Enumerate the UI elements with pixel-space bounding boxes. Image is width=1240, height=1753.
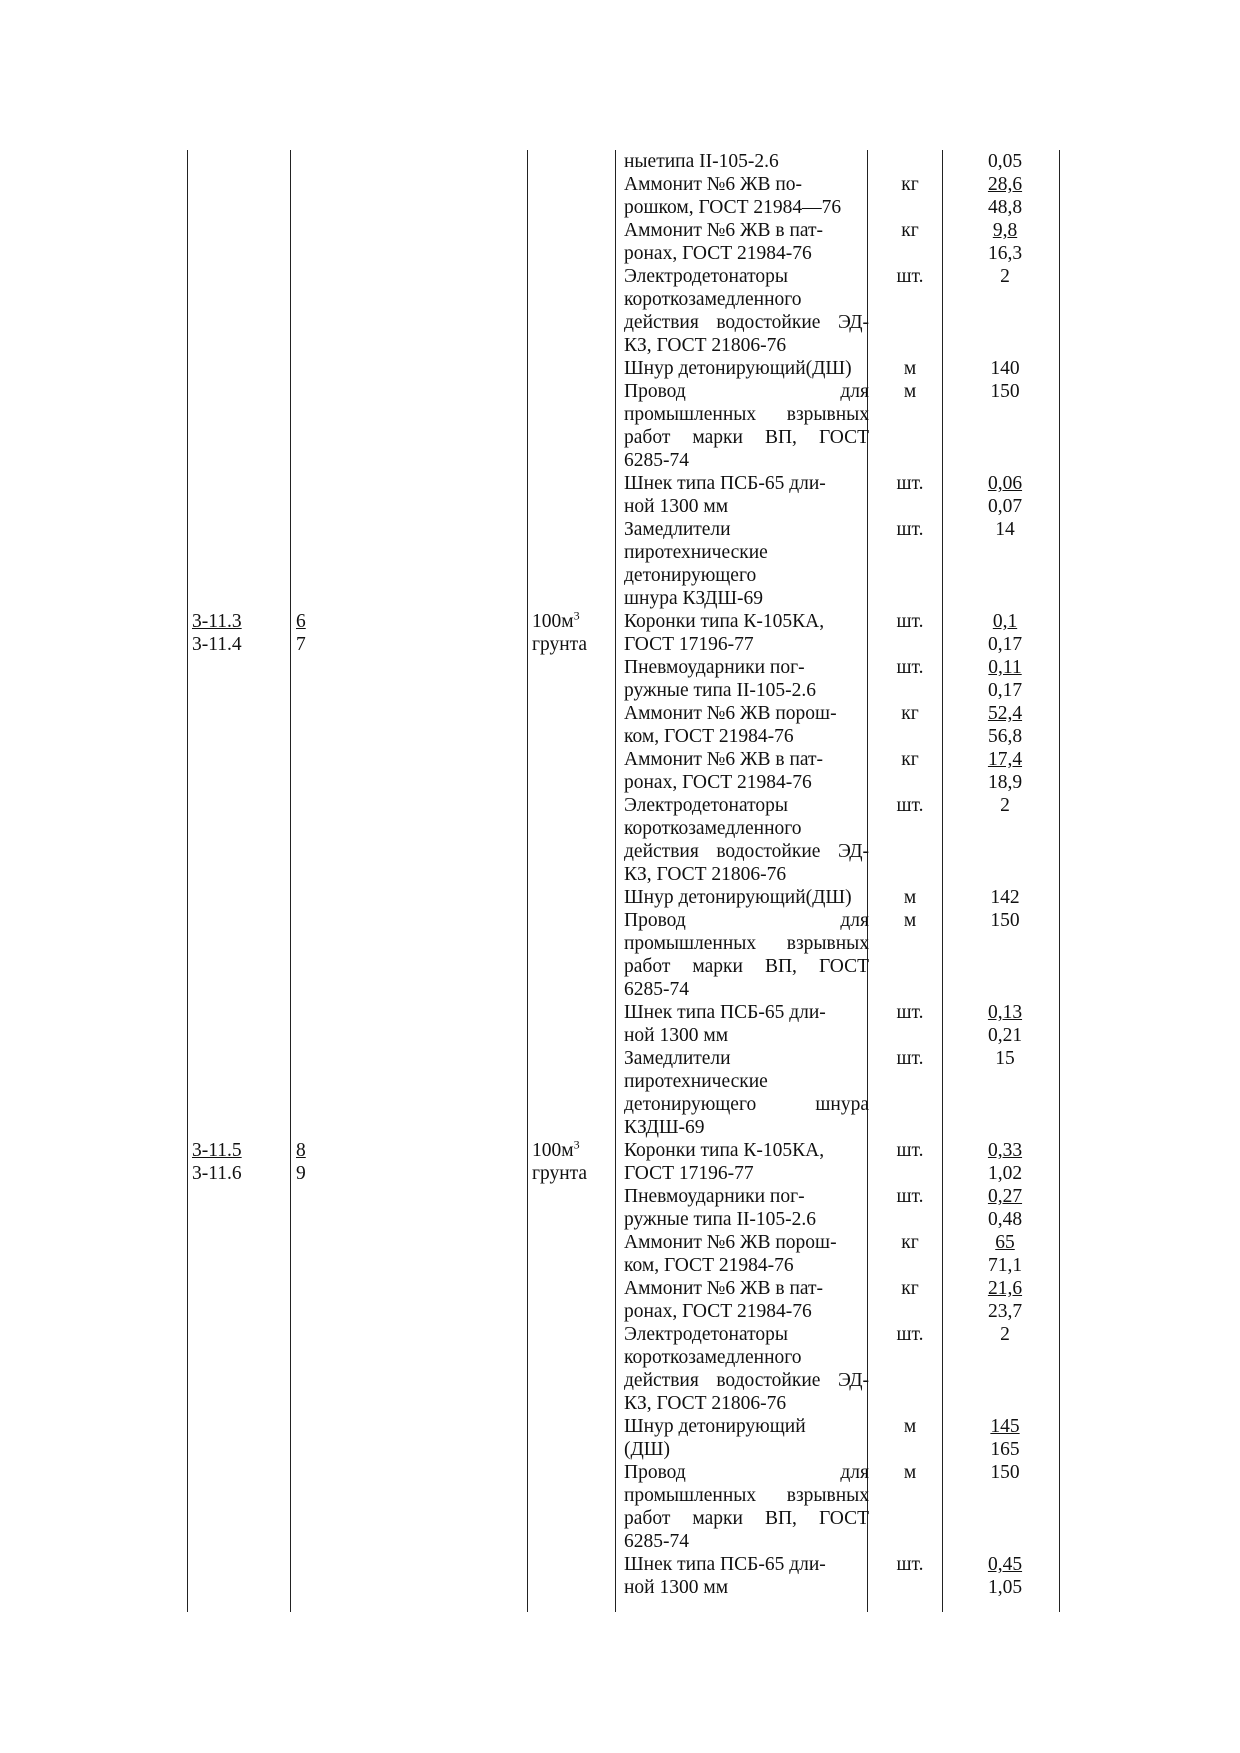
column-divider-2 — [527, 150, 528, 1612]
material-name-line: 6285-74 — [624, 1531, 689, 1552]
material-name — [624, 1277, 869, 1323]
material-name-line: ной 1300 мм — [624, 1025, 729, 1046]
material-name-line: Электродетонаторы — [624, 795, 788, 816]
material-name — [624, 886, 869, 909]
unit-of-measure: кг — [901, 703, 919, 724]
row-number: 9 — [296, 1163, 306, 1184]
material-name — [624, 1415, 869, 1461]
measure-superscript: 3 — [573, 1137, 580, 1152]
material-name-line: работ марки ВП, ГОСТ — [624, 427, 869, 448]
material-name-line: Замедлители — [624, 519, 731, 540]
norm-value — [950, 633, 1060, 656]
material-name — [624, 702, 869, 748]
norm-value-text: 0,07 — [987, 496, 1023, 517]
norm-value — [950, 1277, 1060, 1300]
material-name — [624, 1323, 869, 1415]
row-number: 6 — [296, 611, 306, 632]
norm-value — [950, 518, 1060, 541]
material-name-line: Аммонит №6 ЖВ в пат- — [624, 220, 824, 241]
norm-value — [950, 1438, 1060, 1461]
material-name-line: действия водостойкие ЭД- — [624, 312, 869, 333]
unit-of-measure: шт. — [896, 1554, 924, 1575]
material-name-line: ронах, ГОСТ 21984-76 — [624, 243, 812, 264]
norm-value — [950, 1185, 1060, 1208]
unit-of-measure: м — [903, 887, 917, 908]
norm-value-text: 165 — [990, 1439, 1020, 1460]
material-name — [624, 1185, 869, 1231]
material-name — [624, 265, 869, 357]
material-name-line: пиротехнические — [624, 1071, 768, 1092]
norm-value-text: 150 — [990, 1462, 1020, 1483]
material-name-line: Шнек типа ПСБ-65 дли- — [624, 1554, 826, 1575]
material-name-line: Шнур детонирующий(ДШ) — [624, 887, 852, 908]
norm-value-text: 0,13 — [987, 1002, 1023, 1023]
norm-value — [950, 242, 1060, 265]
unit-of-measure: шт. — [896, 1186, 924, 1207]
material-name — [624, 518, 869, 610]
row-number: 7 — [296, 634, 306, 655]
norm-value — [950, 150, 1060, 173]
measure-object: грунта — [532, 1163, 588, 1184]
unit-of-measure: шт. — [896, 795, 924, 816]
norm-value — [950, 1553, 1060, 1576]
norm-value — [950, 771, 1060, 794]
material-name-line: короткозамедленного — [624, 1347, 802, 1368]
material-name-line: Пневмоударники пог- — [624, 657, 805, 678]
material-name-line: ныетипа II-105-2.6 — [624, 151, 779, 172]
material-name-line: промышленных взрывных — [624, 933, 869, 954]
material-name-line: ронах, ГОСТ 21984-76 — [624, 1301, 812, 1322]
norm-value — [950, 472, 1060, 495]
unit-of-measure: м — [903, 1462, 917, 1483]
norm-value — [950, 794, 1060, 817]
material-name-line: пиротехнические — [624, 542, 768, 563]
material-name-line: промышленных взрывных — [624, 404, 869, 425]
material-name-line: Провод для — [624, 1462, 869, 1483]
material-name-line: Аммонит №6 ЖВ порош- — [624, 1232, 837, 1253]
norm-value-text: 18,9 — [987, 772, 1023, 793]
measure-object: грунта — [532, 634, 588, 655]
material-name-line: ной 1300 мм — [624, 496, 729, 517]
norm-value-text: 16,3 — [987, 243, 1023, 264]
material-name — [624, 150, 869, 173]
norm-value-text: 1,02 — [987, 1163, 1023, 1184]
norm-value-text: 2 — [1000, 795, 1010, 816]
column-divider-5 — [942, 150, 943, 1612]
material-name-line: работ марки ВП, ГОСТ — [624, 956, 869, 977]
norm-value — [950, 610, 1060, 633]
norm-value-text: 15 — [995, 1048, 1015, 1069]
material-name-line: Электродетонаторы — [624, 266, 788, 287]
norm-value-text: 0,06 — [987, 473, 1023, 494]
material-name-line: Коронки типа К-105КА, — [624, 611, 825, 632]
norm-value-text: 52,4 — [987, 703, 1023, 724]
norm-value — [950, 656, 1060, 679]
material-name-line: 6285-74 — [624, 979, 689, 1000]
unit-of-measure: м — [903, 358, 917, 379]
material-name — [624, 1553, 869, 1599]
norm-value — [950, 748, 1060, 771]
norm-value-text: 9,8 — [992, 220, 1018, 241]
norm-value-text: 14 — [995, 519, 1015, 540]
measure-unit — [532, 610, 580, 633]
material-name-line: действия водостойкие ЭД- — [624, 1370, 869, 1391]
norm-value — [950, 702, 1060, 725]
unit-of-measure: шт. — [896, 1048, 924, 1069]
norm-code: 3-11.5 — [192, 1140, 242, 1161]
material-name-line: ронах, ГОСТ 21984-76 — [624, 772, 812, 793]
unit-of-measure: шт. — [896, 611, 924, 632]
material-name — [624, 794, 869, 886]
norm-value-text: 0,17 — [987, 680, 1023, 701]
material-name — [624, 219, 869, 265]
norm-value — [950, 265, 1060, 288]
norm-value-text: 65 — [995, 1232, 1015, 1253]
norm-value-text: 0,48 — [987, 1209, 1023, 1230]
material-name-line: ком, ГОСТ 21984-76 — [624, 726, 794, 747]
material-name-line: Коронки типа К-105КА, — [624, 1140, 825, 1161]
norm-value-text: 0,27 — [987, 1186, 1023, 1207]
unit-of-measure: шт. — [896, 519, 924, 540]
material-name-line: короткозамедленного — [624, 818, 802, 839]
material-name-line: Электродетонаторы — [624, 1324, 788, 1345]
norm-value-text: 23,7 — [987, 1301, 1023, 1322]
norm-value — [950, 1231, 1060, 1254]
norm-value-text: 2 — [1000, 266, 1010, 287]
material-name-line: Пневмоударники пог- — [624, 1186, 805, 1207]
unit-of-measure: кг — [901, 749, 919, 770]
material-name-line: Шнур детонирующий(ДШ) — [624, 358, 852, 379]
material-name-line: КЗ, ГОСТ 21806-76 — [624, 335, 787, 356]
norm-value — [950, 1001, 1060, 1024]
material-name-line: Замедлители — [624, 1048, 731, 1069]
norm-value-text: 145 — [990, 1416, 1020, 1437]
material-name-line: Аммонит №6 ЖВ в пат- — [624, 749, 824, 770]
norm-value — [950, 909, 1060, 932]
material-name-line: Шнур детонирующий — [624, 1416, 806, 1437]
unit-of-measure: кг — [901, 220, 919, 241]
material-name-line: Аммонит №6 ЖВ в пат- — [624, 1278, 824, 1299]
norm-value — [950, 1300, 1060, 1323]
material-name-line: КЗ, ГОСТ 21806-76 — [624, 1393, 787, 1414]
material-name-line: КЗДШ-69 — [624, 1117, 705, 1138]
norm-value-text: 0,33 — [987, 1140, 1023, 1161]
unit-of-measure: м — [903, 910, 917, 931]
norm-value-text: 0,17 — [987, 634, 1023, 655]
norm-value-text: 0,11 — [988, 657, 1022, 678]
norm-value — [950, 1323, 1060, 1346]
material-name-line: Аммонит №6 ЖВ по- — [624, 174, 803, 195]
material-name — [624, 1231, 869, 1277]
norm-value-text: 56,8 — [987, 726, 1023, 747]
unit-of-measure: кг — [901, 174, 919, 195]
unit-of-measure: кг — [901, 1278, 919, 1299]
norm-value-text: 150 — [990, 381, 1020, 402]
material-name-line: (ДШ) — [624, 1439, 670, 1460]
norm-value — [950, 1461, 1060, 1484]
norm-code: 3-11.3 — [192, 611, 242, 632]
norm-value — [950, 196, 1060, 219]
material-name — [624, 1047, 869, 1139]
table-border-left — [187, 150, 188, 1612]
norm-value — [950, 725, 1060, 748]
material-name-line: шнура КЗДШ-69 — [624, 588, 764, 609]
norm-value-text: 150 — [990, 910, 1020, 931]
norm-value — [950, 1047, 1060, 1070]
norm-value — [950, 1415, 1060, 1438]
norm-value-text: 1,05 — [987, 1577, 1023, 1598]
material-name-line: ружные типа II-105-2.6 — [624, 680, 817, 701]
norm-value — [950, 1139, 1060, 1162]
material-name-line: Провод для — [624, 910, 869, 931]
norm-value — [950, 886, 1060, 909]
material-name — [624, 1001, 869, 1047]
material-name — [624, 610, 869, 656]
material-name-line: ГОСТ 17196-77 — [624, 1163, 754, 1184]
material-name-line: 6285-74 — [624, 450, 689, 471]
material-name — [624, 173, 869, 219]
norm-value — [950, 1254, 1060, 1277]
norm-value-text: 140 — [990, 358, 1020, 379]
material-name-line: детонирующего шнура — [624, 1094, 869, 1115]
material-name — [624, 909, 869, 1001]
material-name-line: работ марки ВП, ГОСТ — [624, 1508, 869, 1529]
unit-of-measure: шт. — [896, 1140, 924, 1161]
row-number: 8 — [296, 1140, 306, 1161]
unit-of-measure: шт. — [896, 1324, 924, 1345]
measure-unit — [532, 1139, 580, 1162]
norm-value-text: 17,4 — [987, 749, 1023, 770]
material-name-line: ком, ГОСТ 21984-76 — [624, 1255, 794, 1276]
material-name — [624, 357, 869, 380]
unit-of-measure: шт. — [896, 473, 924, 494]
material-name-line: действия водостойкие ЭД- — [624, 841, 869, 862]
unit-of-measure: шт. — [896, 1002, 924, 1023]
unit-of-measure: м — [903, 381, 917, 402]
norm-value — [950, 1208, 1060, 1231]
norm-code: 3-11.4 — [192, 634, 242, 655]
column-divider-1 — [290, 150, 291, 1612]
material-name — [624, 656, 869, 702]
norm-value-text: 28,6 — [987, 174, 1023, 195]
norm-code: 3-11.6 — [192, 1163, 242, 1184]
measure-value: 100м — [532, 611, 574, 632]
material-name-line: детонирующего — [624, 565, 757, 586]
material-name — [624, 472, 869, 518]
norm-value — [950, 679, 1060, 702]
material-name-line: Аммонит №6 ЖВ порош- — [624, 703, 837, 724]
norm-value-text: 0,05 — [987, 151, 1023, 172]
material-name-line: Шнек типа ПСБ-65 дли- — [624, 1002, 826, 1023]
material-name — [624, 1139, 869, 1185]
norm-value-text: 2 — [1000, 1324, 1010, 1345]
norm-value-text: 0,45 — [987, 1554, 1023, 1575]
material-name — [624, 1461, 869, 1553]
material-name-line: ной 1300 мм — [624, 1577, 729, 1598]
material-name-line: Провод для — [624, 381, 869, 402]
norm-value — [950, 380, 1060, 403]
measure-superscript: 3 — [573, 608, 580, 623]
norm-value-text: 142 — [990, 887, 1020, 908]
material-name-line: Шнек типа ПСБ-65 дли- — [624, 473, 826, 494]
norm-value-text: 48,8 — [987, 197, 1023, 218]
material-name-line: рошком, ГОСТ 21984—76 — [624, 197, 842, 218]
norm-value-text: 0,1 — [992, 611, 1018, 632]
unit-of-measure: м — [903, 1416, 917, 1437]
norm-value — [950, 1162, 1060, 1185]
unit-of-measure: шт. — [896, 266, 924, 287]
norm-value-text: 0,21 — [987, 1025, 1023, 1046]
unit-of-measure: кг — [901, 1232, 919, 1253]
material-name-line: короткозамедленного — [624, 289, 802, 310]
norm-value — [950, 173, 1060, 196]
material-name-line: КЗ, ГОСТ 21806-76 — [624, 864, 787, 885]
material-name — [624, 380, 869, 472]
material-name-line: промышленных взрывных — [624, 1485, 869, 1506]
material-name-line: ГОСТ 17196-77 — [624, 634, 754, 655]
column-divider-3 — [615, 150, 616, 1612]
norm-value — [950, 357, 1060, 380]
norm-value — [950, 495, 1060, 518]
norm-value-text: 71,1 — [987, 1255, 1023, 1276]
norm-value — [950, 1024, 1060, 1047]
norm-value — [950, 1576, 1060, 1599]
norm-value — [950, 219, 1060, 242]
norm-value-text: 21,6 — [987, 1278, 1023, 1299]
measure-value: 100м — [532, 1140, 574, 1161]
material-name — [624, 748, 869, 794]
unit-of-measure: шт. — [896, 657, 924, 678]
material-name-line: ружные типа II-105-2.6 — [624, 1209, 817, 1230]
